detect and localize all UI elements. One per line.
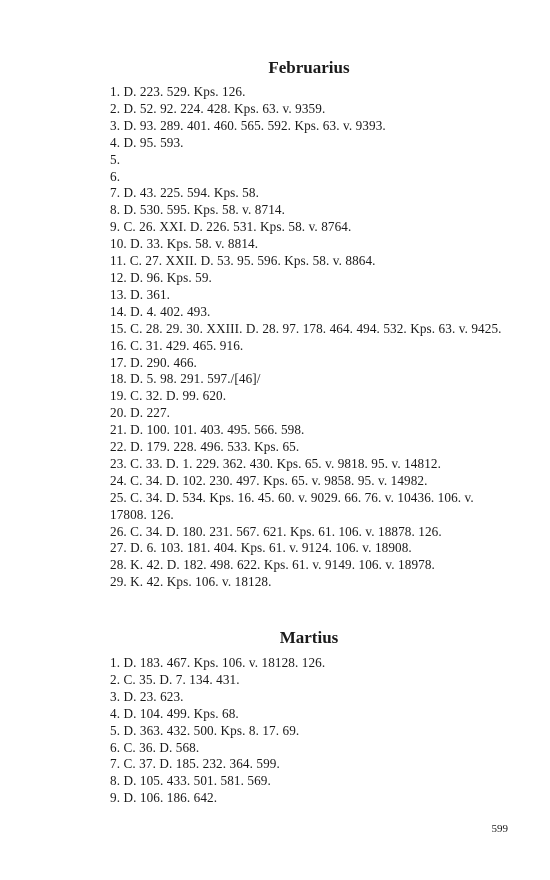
section-title-martius: Martius bbox=[279, 628, 339, 647]
entry-line: 14. D. 4. 402. 493. bbox=[110, 303, 211, 319]
entry-line: 2. D. 52. 92. 224. 428. Kps. 63. v. 9359. bbox=[110, 100, 326, 116]
entry-line: 1. D. 223. 529. Kps. 126. bbox=[110, 84, 246, 99]
entry-line: 5. D. 363. 432. 500. Kps. 8. 17. 69. bbox=[110, 722, 300, 738]
entry-line: 9. C. 26. XXI. D. 226. 531. Kps. 58. v. 8764. bbox=[110, 219, 352, 235]
entry-line: 2. C. 35. D. 7. 134. 431. bbox=[110, 671, 240, 687]
entry-line: 22. D. 179. 228. 496. 533. Kps. 65. bbox=[110, 439, 300, 455]
entry-line: 12. D. 96. Kps. 59. bbox=[110, 269, 212, 285]
entry-line: 20. D. 227. bbox=[110, 405, 171, 421]
entry-line: 13. D. 361. bbox=[110, 286, 171, 302]
entry-line: 7. C. 37. D. 185. 232. 364. 599. bbox=[110, 756, 280, 772]
page-number: 599 bbox=[491, 823, 508, 835]
entry-line: 11. C. 27. XXII. D. 53. 95. 596. Kps. 58. v. 8864. bbox=[110, 253, 376, 269]
entry-line: 8. D. 105. 433. 501. 581. 569. bbox=[110, 773, 271, 789]
entry-list-martius bbox=[110, 655, 510, 807]
section-title-februarius: Februarius bbox=[268, 58, 350, 77]
entry-line: 23. C. 33. D. 1. 229. 362. 430. Kps. 65. v. 9818. 95. v. 14812. bbox=[110, 455, 441, 471]
entry-line: 18. D. 5. 98. 291. 597./[46]/ bbox=[110, 371, 261, 387]
entry-line: 26. C. 34. D. 180. 231. 567. 621. Kps. 61. 106. v. 18878. 126. bbox=[110, 523, 442, 539]
entry-line: 21. D. 100. 101. 403. 495. 566. 598. bbox=[110, 422, 305, 438]
entry-line: 25. C. 34. D. 534. Kps. 16. 45. 60. v. 9029. 66. 76. v. 10436. 106. v. 17808. 126. bbox=[110, 489, 474, 522]
entry-line: 29. K. 42. Kps. 106. v. 18128. bbox=[110, 574, 272, 590]
entry-line: 5. bbox=[110, 151, 121, 167]
entry-line: 8. D. 530. 595. Kps. 58. v. 8714. bbox=[110, 202, 285, 218]
entry-line: 3. D. 93. 289. 401. 460. 565. 592. Kps. 63. v. 9393. bbox=[110, 117, 386, 133]
entry-list-februarius bbox=[110, 84, 510, 591]
entry-line: 1. D. 183. 467. Kps. 106. v. 18128. 126. bbox=[110, 655, 326, 670]
entry-line: 4. D. 95. 593. bbox=[110, 134, 184, 150]
entry-line: 7. D. 43. 225. 594. Kps. 58. bbox=[110, 185, 259, 201]
entry-line: 6. bbox=[110, 168, 121, 184]
entry-line: 4. D. 104. 499. Kps. 68. bbox=[110, 705, 239, 721]
entry-line: 16. C. 31. 429. 465. 916. bbox=[110, 337, 244, 353]
entry-line: 19. C. 32. D. 99. 620. bbox=[110, 388, 227, 404]
entry-line: 17. D. 290. 466. bbox=[110, 354, 197, 370]
entry-line: 24. C. 34. D. 102. 230. 497. Kps. 65. v. 9858. 95. v. 14982. bbox=[110, 472, 428, 488]
entry-line: 27. D. 6. 103. 181. 404. Kps. 61. v. 9124. 106. v. 18908. bbox=[110, 540, 412, 556]
entry-line: 28. K. 42. D. 182. 498. 622. Kps. 61. v. 9149. 106. v. 18978. bbox=[110, 557, 435, 573]
entry-line: 10. D. 33. Kps. 58. v. 8814. bbox=[110, 236, 259, 252]
entry-line: 6. C. 36. D. 568. bbox=[110, 739, 200, 755]
entry-line: 3. D. 23. 623. bbox=[110, 688, 184, 704]
entry-line: 15. C. 28. 29. 30. XXIII. D. 28. 97. 178. 464. 494. 532. Kps. 63. v. 9425. bbox=[110, 320, 502, 336]
entry-line: 9. D. 106. 186. 642. bbox=[110, 790, 218, 806]
